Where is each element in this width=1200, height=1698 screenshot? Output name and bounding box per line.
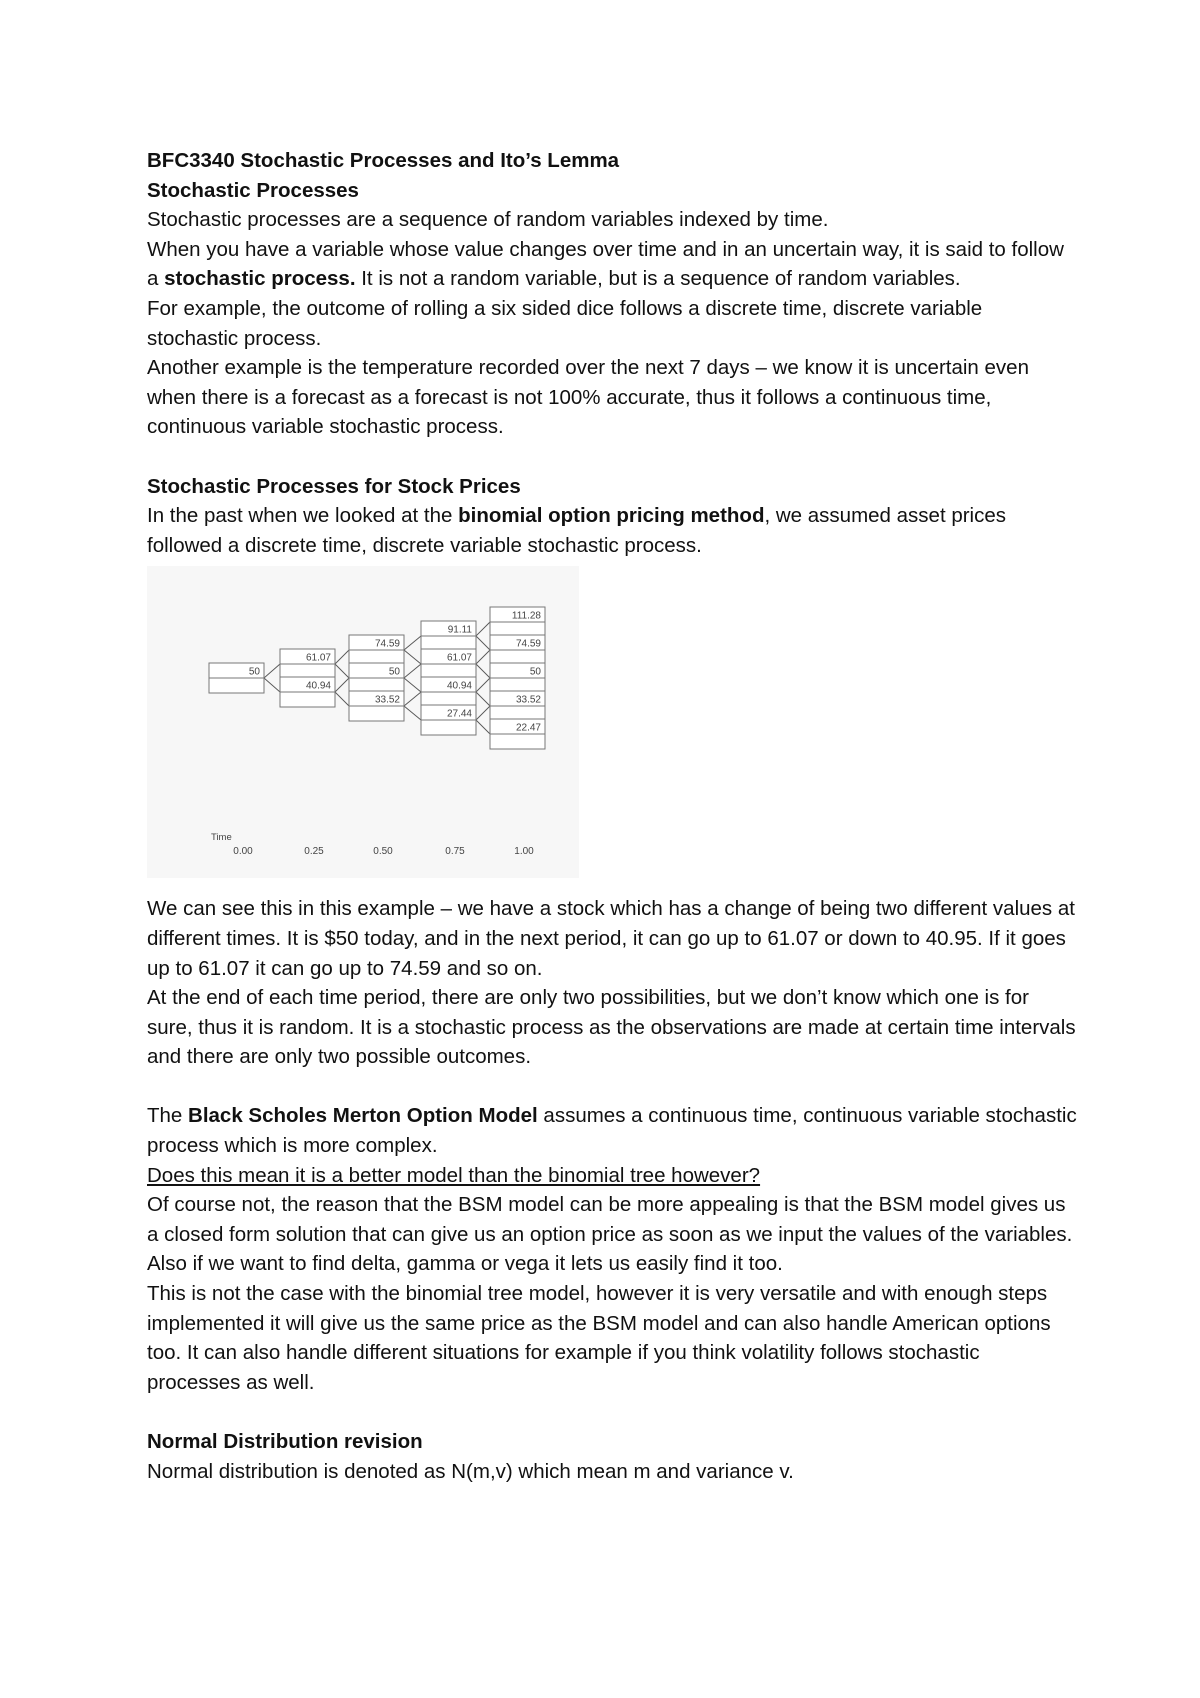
bold-term: stochastic process. bbox=[164, 267, 356, 291]
text-run: The bbox=[147, 1104, 189, 1128]
time-tick-label: 0.00 bbox=[233, 846, 253, 858]
time-tick-label: 0.25 bbox=[304, 846, 324, 858]
paragraph: We can see this in this example – we have a stock which has a change of being two different values at different times. It is $50 today, and in the next period, it can go up to 61.07 or down to 40.95. If it goes up to 61.07 it can go up to 74.59 and so on. bbox=[147, 897, 1075, 980]
tree-node bbox=[209, 663, 264, 693]
blank-line bbox=[147, 1397, 1077, 1427]
node-value-label: 61.07 bbox=[446, 652, 472, 664]
bold-term: Black Scholes Merton Option Model bbox=[188, 1104, 538, 1128]
tree-node bbox=[421, 649, 476, 679]
binomial-tree-figure bbox=[147, 566, 579, 878]
node-lower-box bbox=[490, 734, 545, 749]
tree-node bbox=[349, 691, 404, 721]
node-value-label: 50 bbox=[248, 666, 260, 678]
node-value-label: 111.28 bbox=[511, 610, 541, 622]
paragraph bbox=[147, 501, 1077, 560]
tree-node bbox=[349, 663, 404, 693]
node-value-label: 33.52 bbox=[374, 694, 400, 706]
tree-node bbox=[421, 621, 476, 651]
node-lower-box bbox=[280, 692, 335, 707]
node-value-label: 91.11 bbox=[447, 624, 472, 636]
time-tick-label: 0.75 bbox=[445, 846, 465, 858]
text-run: In the past when we looked at the bbox=[147, 504, 459, 528]
document-title: BFC3340 Stochastic Processes and Ito’s Lemma bbox=[147, 149, 620, 172]
bold-term: binomial option pricing method bbox=[458, 504, 765, 528]
paragraph: At the end of each time period, there are only two possibilities, but we don’t know which one is for sure, thus it is random. It is a stochastic process as the observations are made at certain time intervals and there are only two possible outcomes. bbox=[147, 986, 1076, 1069]
heading-stochastic-processes: Stochastic Processes bbox=[147, 178, 359, 202]
tree-node bbox=[421, 705, 476, 735]
paragraph: Stochastic processes are a sequence of random variables indexed by time. bbox=[147, 208, 829, 232]
node-value-label: 50 bbox=[529, 666, 541, 678]
node-value-label: 27.44 bbox=[446, 708, 472, 720]
tree-node bbox=[490, 719, 545, 749]
text-run: When you have a variable whose value changes over time and in an uncertain way, it is said to follow a bbox=[147, 237, 1064, 291]
node-value-label: 74.59 bbox=[515, 638, 541, 650]
paragraph: This is not the case with the binomial tree model, however it is very versatile and with enough steps implemented it will give us the same price as the BSM model and can also handle American options too. It can also handle different situations for example if you think volatility follows stochastic processes as well. bbox=[147, 1282, 1051, 1394]
binomial-tree-diagram bbox=[147, 566, 579, 878]
underlined-question: Does this mean it is a better model than the binomial tree however? bbox=[147, 1163, 761, 1187]
node-value-label: 40.94 bbox=[305, 680, 331, 692]
blank-line bbox=[147, 1072, 1077, 1102]
tree-node bbox=[490, 691, 545, 721]
paragraph bbox=[147, 235, 1077, 294]
heading-normal-distribution: Normal Distribution revision bbox=[147, 1430, 423, 1453]
paragraph bbox=[147, 1101, 1077, 1160]
tree-node bbox=[280, 649, 335, 679]
text-run: It is not a random variable, but is a sequence of random variables. bbox=[355, 267, 961, 291]
paragraph: For example, the outcome of rolling a six sided dice follows a discrete time, discrete variable stochastic process. bbox=[147, 296, 983, 350]
time-tick-label: 1.00 bbox=[514, 846, 534, 858]
node-value-label: 74.59 bbox=[374, 638, 400, 650]
node-value-label: 22.47 bbox=[515, 722, 541, 734]
document-page bbox=[147, 146, 1077, 1486]
node-value-label: 40.94 bbox=[446, 680, 472, 692]
node-lower-box bbox=[349, 706, 404, 721]
paragraph: Of course not, the reason that the BSM model can be more appealing is that the BSM model gives us a closed form solution that can give us an option price as soon as we input the values of the variables. Also if we want to find delta, gamma or vega it lets us easily find it too. bbox=[147, 1193, 1073, 1276]
tree-node bbox=[280, 677, 335, 707]
tree-node bbox=[421, 677, 476, 707]
node-lower-box bbox=[421, 720, 476, 735]
tree-node bbox=[490, 607, 545, 637]
node-value-label: 61.07 bbox=[305, 652, 331, 664]
text-run: assumes a continuous time, continuous variable stochastic process which is more complex. bbox=[147, 1104, 1077, 1158]
text-run: , we assumed asset prices followed a discrete time, discrete variable stochastic process. bbox=[147, 504, 1007, 557]
tree-node bbox=[490, 635, 545, 665]
tree-node bbox=[490, 663, 545, 693]
node-lower-box bbox=[209, 678, 264, 693]
node-value-label: 50 bbox=[388, 666, 400, 678]
node-value-label: 33.52 bbox=[515, 694, 541, 706]
time-axis-title: Time bbox=[211, 832, 232, 844]
blank-line bbox=[147, 442, 1077, 472]
paragraph: Normal distribution is denoted as N(m,v) which mean m and variance v. bbox=[147, 1459, 794, 1483]
tree-node bbox=[349, 635, 404, 665]
heading-stock-prices: Stochastic Processes for Stock Prices bbox=[147, 474, 521, 498]
paragraph: Another example is the temperature recorded over the next 7 days – we know it is uncertain even when there is a forecast as a forecast is not 100% accurate, thus it follows a continuous time, continuous variable stochastic process. bbox=[147, 356, 1029, 439]
time-tick-label: 0.50 bbox=[373, 846, 393, 858]
